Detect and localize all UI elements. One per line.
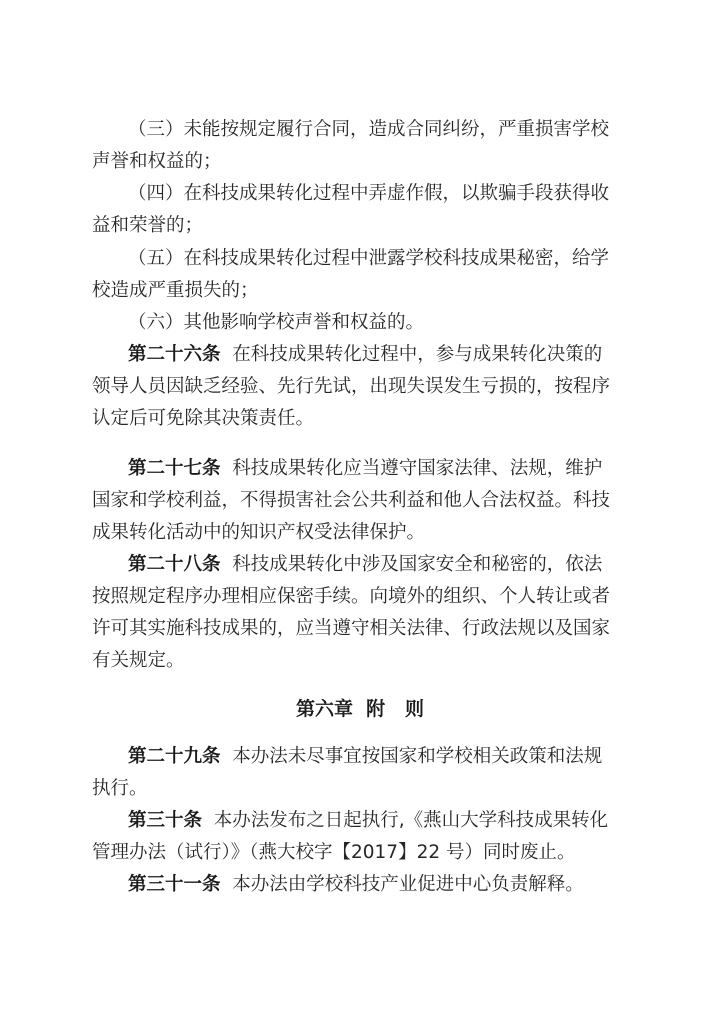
article-29-line-1: [0, 741, 720, 773]
article-27-line-3: 成果转化活动中的知识产权受法律保护。: [92, 522, 426, 543]
item-4-line-1: （四）在科技成果转化过程中弄虚作假，以欺骗手段获得收: [128, 183, 610, 204]
article-29-text-1: 本办法未尽事宜按国家和学校相关政策和法规: [232, 746, 603, 767]
article-28-line-2: 按照规定程序办理相应保密手续。向境外的组织、个人转让或者: [92, 586, 611, 607]
article-31-label: 第三十一条: [128, 874, 221, 895]
item-5-line-2: 校造成严重损失的；: [92, 280, 259, 301]
article-30-text-1: 本办法发布之日起执行,《燕山大学科技成果转化: [213, 810, 609, 831]
article-30-line-1: [0, 805, 720, 837]
article-28-line-4: 有关规定。: [92, 650, 185, 671]
article-26-label: 第二十六条: [128, 344, 221, 365]
article-30-line-2: 管理办法（试行）》（燕大校字【2017】22 号）同时废止。: [92, 842, 576, 863]
article-28-text-1: 科技成果转化中涉及国家安全和秘密的，依法: [232, 554, 603, 575]
article-28-label: 第二十八条: [128, 554, 221, 575]
article-26-line-2: 领导人员因缺乏经验、先行先试，出现失误发生亏损的，按程序: [92, 376, 611, 397]
article-31-line-1: [0, 869, 720, 901]
article-28-line-1: [0, 549, 720, 581]
article-27-line-1: [0, 453, 720, 485]
item-3-line-2: 声誉和权益的；: [92, 151, 222, 172]
chapter-heading: 第六章 附 则: [295, 698, 425, 720]
article-26-text-1: 在科技成果转化过程中，参与成果转化决策的: [232, 344, 603, 365]
article-29-line-2: 执行。: [92, 778, 148, 799]
article-29-label: 第二十九条: [128, 746, 221, 767]
article-26-line-3: 认定后可免除其决策责任。: [92, 408, 315, 429]
item-6-line-1: （六）其他影响学校声誉和权益的。: [128, 312, 425, 333]
article-27-label: 第二十七条: [128, 458, 221, 479]
article-28-line-3: 许可其实施科技成果的，应当遵守相关法律、行政法规以及国家: [92, 618, 611, 639]
item-4-line-2: 益和荣誉的；: [92, 215, 204, 236]
article-26-line-1: [0, 339, 720, 371]
article-30-label: 第三十条: [128, 810, 203, 831]
article-27-text-1: 科技成果转化应当遵守国家法律、法规，维护: [232, 458, 603, 479]
item-3-line-1: （三）未能按规定履行合同，造成合同纠纷，严重损害学校: [128, 119, 610, 140]
item-5-line-1: （五）在科技成果转化过程中泄露学校科技成果秘密，给学: [128, 248, 610, 269]
article-27-line-2: 国家和学校利益，不得损害社会公共利益和他人合法权益。科技: [92, 490, 611, 511]
article-31-text-1: 本办法由学校科技产业促进中心负责解释。: [232, 874, 584, 895]
